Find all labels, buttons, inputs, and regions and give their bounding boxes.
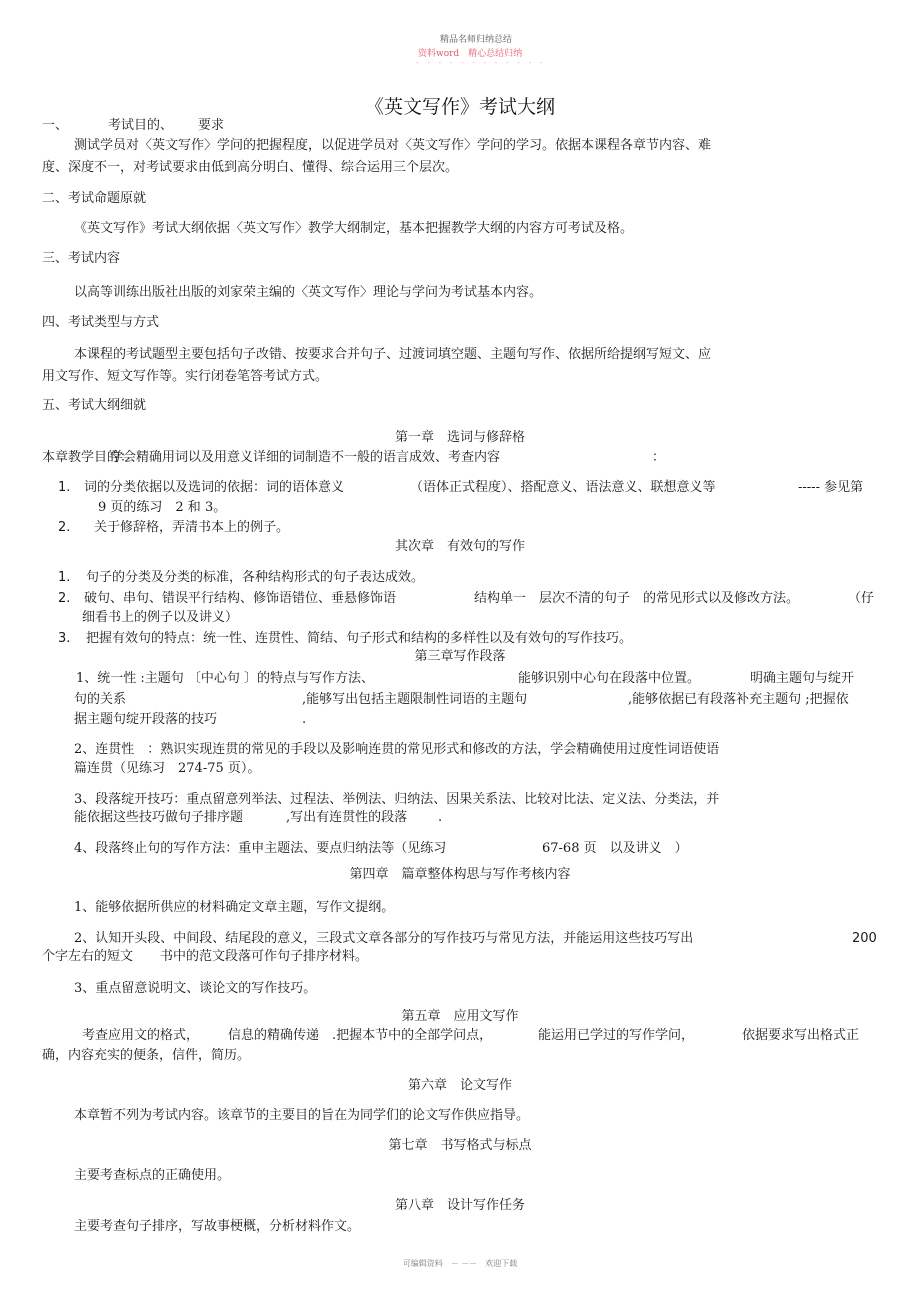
chapter-4-p2-line2-b: 书中的范文段落可作句子排序材料。 bbox=[160, 949, 369, 964]
chapter-1-title: 第一章 选词与修辞格 bbox=[394, 430, 525, 445]
section-1-heading-b: 要求 bbox=[198, 118, 225, 133]
chapter-4-p2-line1-a: 2、认知开头段、中间段、结尾段的意义，三段式文章各部分的写作技巧与常见方法，并能运用这些技巧写出 bbox=[74, 931, 694, 946]
chapter-2-item-1-number: 1. bbox=[58, 570, 71, 585]
header-watermark-dots: - - - - - - - - - - - - bbox=[416, 58, 546, 67]
section-1-heading-a: 考试目的、 bbox=[108, 118, 174, 133]
chapter-3-p1-line1-a: 1、统一性 :主题句 〔中心句 〕的特点与写作方法、 bbox=[76, 671, 375, 686]
section-3-paragraph: 以高等训练出版社出版的刘家荣主编的〈英文写作〉理论与学问为考试基本内容。 bbox=[74, 285, 543, 300]
chapter-3-p3-line2-a: 能依据这些技巧做句子排序题 bbox=[74, 810, 244, 825]
chapter-8-paragraph: 主要考查句子排序，写故事梗概，分析材料作文。 bbox=[74, 1219, 361, 1234]
footer-watermark: 可编辑资料 － －－ 欢迎下载 bbox=[402, 1259, 518, 1268]
chapter-4-title: 第四章 篇章整体构思与写作考核内容 bbox=[349, 867, 571, 882]
header-watermark-line2: 资料word 精心总结归纳 bbox=[418, 49, 523, 59]
chapter-2-item-2-part-a: 破句、串句、错误平行结构、修饰语错位、垂悬修饰语 bbox=[84, 591, 397, 606]
chapter-5-title: 第五章 应用文写作 bbox=[401, 1009, 519, 1024]
chapter-1-goal-colon: ： bbox=[652, 450, 666, 465]
chapter-3-p1-line3-b: . bbox=[302, 712, 307, 727]
chapter-3-p1-line2-a: 句的关系 bbox=[74, 692, 127, 707]
chapter-3-p1-line2-b: ,能够写出包括主题限制性词语的主题句 bbox=[302, 692, 528, 707]
chapter-3-p1-line2-c: ,能够依据已有段落补充主题句 ;把握依 bbox=[628, 692, 849, 707]
chapter-2-title: 其次章 有效句的写作 bbox=[394, 539, 525, 554]
chapter-3-p1-line1-b: 能够识别中心句在段落中位置。 bbox=[518, 671, 701, 686]
chapter-3-p3-line2-c: . bbox=[438, 810, 443, 825]
section-4-paragraph-line1: 本课程的考试题型主要包括句子改错、按要求合并句子、过渡词填空题、主题句写作、依据所给提纲写短文、应 bbox=[74, 347, 712, 362]
chapter-5-line2: 确，内容充实的便条，信件，简历。 bbox=[42, 1048, 251, 1063]
chapter-1-goal-label: 本章教学目的： bbox=[42, 450, 134, 465]
header-watermark-line1: 精品名师归纳总结 bbox=[440, 35, 513, 45]
chapter-4-p1: 1、能够依据所供应的材料确定文章主题，写作文提纲。 bbox=[74, 900, 395, 915]
chapter-2-item-3-text: 把握有效句的特点：统一性、连贯性、简结、句子形式和结构的多样性以及有效句的写作技巧。 bbox=[86, 631, 633, 646]
section-2-paragraph: 《英文写作》考试大纲依据〈英文写作〉教学大纲制定，基本把握教学大纲的内容方可考试及格。 bbox=[74, 221, 634, 236]
chapter-2-item-1-text: 句子的分类及分类的标准，各种结构形式的句子表达成效。 bbox=[86, 570, 425, 585]
chapter-5-line1-a: 考查应用文的格式， bbox=[82, 1028, 200, 1043]
chapter-3-p1-line3-a: 据主题句绽开段落的技巧 bbox=[74, 712, 218, 727]
chapter-4-p3: 3、重点留意说明文、谈论文的写作技巧。 bbox=[74, 981, 317, 996]
chapter-1-item-2-text: 关于修辞格，弄清书本上的例子。 bbox=[94, 520, 290, 535]
section-1-number: 一、 bbox=[42, 118, 69, 133]
section-1-paragraph-line2: 度、深度不一，对考试要求由低到高分明白、懂得、综合运用三个层次。 bbox=[42, 160, 459, 175]
chapter-8-title: 第八章 设计写作任务 bbox=[394, 1198, 525, 1213]
chapter-2-item-2-number: 2. bbox=[58, 591, 71, 606]
chapter-1-item-1-number: 1. bbox=[58, 480, 71, 495]
section-4-heading: 四、考试类型与方式 bbox=[42, 315, 160, 330]
chapter-3-p1-line1-c: 明确主题句与绽开 bbox=[750, 671, 855, 686]
chapter-5-line1-c: 能运用已学过的写作学问， bbox=[538, 1028, 695, 1043]
section-1-paragraph-line1: 测试学员对〈英文写作〉学问的把握程度，以促进学员对〈英文写作〉学问的学习。依据本课程各章节内容、难 bbox=[74, 138, 712, 153]
chapter-5-line1-b: 信息的精确传递 .把握本节中的全部学问点， bbox=[228, 1028, 493, 1043]
chapter-2-item-2-part-b: 结构单一 层次不清的句子 的常见形式以及修改方法。 bbox=[474, 591, 800, 606]
chapter-1-item-1-part-c: ----- 参见第 bbox=[798, 480, 864, 495]
page-title: 《英文写作》考试大纲 bbox=[364, 96, 555, 118]
chapter-3-title: 第三章写作段落 bbox=[414, 649, 506, 664]
chapter-3-p2-line2: 篇连贯（见练习 274-75 页）。 bbox=[74, 761, 261, 776]
chapter-3-p4-line1-a: 4、段落终止句的写作方法：重申主题法、要点归纳法等（见练习 bbox=[74, 841, 447, 856]
chapter-3-p4-line1-b: 67-68 页 以及讲义 ） bbox=[542, 841, 688, 856]
section-5-heading: 五、考试大纲细就 bbox=[42, 398, 147, 413]
chapter-1-item-2-number: 2. bbox=[58, 520, 71, 535]
chapter-3-p3-line2-b: ,写出有连贯性的段落 bbox=[286, 810, 408, 825]
chapter-1-goal-text: 学会精确用词以及用意义详细的词制造不一般的语言成效、考查内容 bbox=[110, 450, 501, 465]
chapter-4-p2-line2-a: 个字左右的短文 bbox=[42, 949, 134, 964]
chapter-2-item-3-number: 3. bbox=[58, 631, 71, 646]
chapter-3-p2-line1: 2、连贯性 ：熟识实现连贯的常见的手段以及影响连贯的常见形式和修改的方法，学会精确使用过度性词语使语 bbox=[74, 742, 720, 757]
chapter-2-item-2-part-c: （仔 bbox=[848, 591, 875, 606]
chapter-2-item-2-line2: 细看书上的例子以及讲义） bbox=[82, 610, 239, 625]
chapter-7-title: 第七章 书写格式与标点 bbox=[388, 1138, 532, 1153]
chapter-1-item-1-line2: 9 页的练习 2 和 3。 bbox=[98, 500, 227, 515]
chapter-3-p3-line1: 3、段落绽开技巧：重点留意列举法、过程法、举例法、归纳法、因果关系法、比较对比法、定义法、分类法，并 bbox=[74, 792, 720, 807]
section-3-heading: 三、考试内容 bbox=[42, 251, 121, 266]
chapter-7-paragraph: 主要考查标点的正确使用。 bbox=[74, 1168, 231, 1183]
chapter-5-line1-d: 依据要求写出格式正 bbox=[742, 1028, 860, 1043]
chapter-4-p2-line1-b: 200 bbox=[852, 931, 877, 946]
chapter-1-item-1-part-b: （语体正式程度）、搭配意义、语法意义、联想意义等 bbox=[410, 480, 716, 495]
section-4-paragraph-line2: 用文写作、短文写作等。实行闭卷笔答考试方式。 bbox=[42, 369, 329, 384]
chapter-6-paragraph: 本章暂不列为考试内容。该章节的主要目的旨在为同学们的论文写作供应指导。 bbox=[74, 1108, 530, 1123]
section-2-heading: 二、考试命题原就 bbox=[42, 191, 147, 206]
chapter-6-title: 第六章 论文写作 bbox=[407, 1078, 512, 1093]
chapter-1-item-1-part-a: 词的分类依据以及选词的依据：词的语体意义 bbox=[84, 480, 345, 495]
